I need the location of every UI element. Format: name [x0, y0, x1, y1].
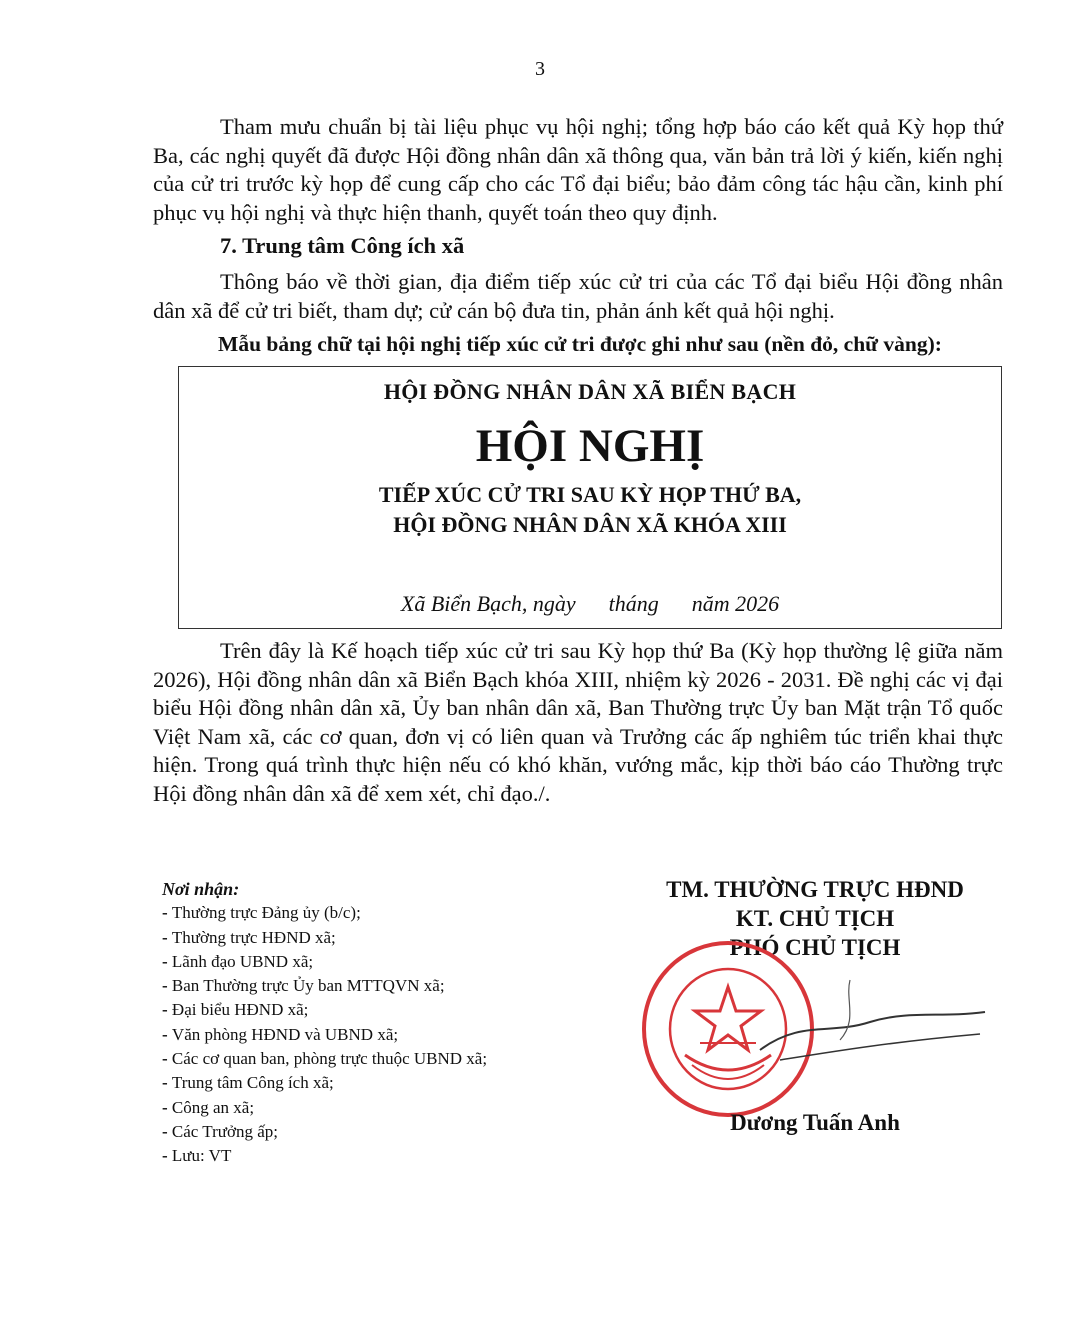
banner-box — [178, 366, 1002, 629]
paragraph-text: Tham mưu chuẩn bị tài liệu phục vụ hội nghị; tổng hợp báo cáo kết quả Kỳ họp thứ Ba, các nghị quyết đã được Hội đồng nhân dân xã thông qua, văn bản trả lời ý kiến, kiến nghị của cử tri trước kỳ họp để cung cấp cho các Tổ đại biểu; bảo đảm công tác hậu cần, kinh phí phục vụ hội nghị và thực hiện thanh, quyết toán theo quy định. — [153, 114, 1003, 225]
recipient-item: - Các cơ quan ban, phòng trực thuộc UBND xã; — [162, 1047, 487, 1071]
banner-date-line: Xã Biển Bạch, ngày tháng năm 2026 — [400, 591, 780, 616]
section-heading-7: 7. Trung tâm Công ích xã — [220, 233, 465, 258]
signature-on-behalf: KT. CHỦ TỊCH — [735, 906, 895, 931]
recipient-item: - Trung tâm Công ích xã; — [162, 1071, 487, 1095]
page-number: 3 — [535, 58, 545, 80]
paragraph-conclusion — [153, 637, 1003, 809]
recipient-item: - Thường trực HĐND xã; — [162, 926, 487, 950]
paragraph-text: Thông báo về thời gian, địa điểm tiếp xúc cử tri của các Tổ đại biểu Hội đồng nhân dân xã để cử tri biết, tham dự; cử cán bộ đưa tin, phản ánh kết quả hội nghị. — [153, 269, 1003, 323]
recipient-item: - Công an xã; — [162, 1096, 487, 1120]
signature-position: PHÓ CHỦ TỊCH — [729, 935, 901, 960]
signer-name: Dương Tuấn Anh — [730, 1110, 900, 1135]
paragraph-text: Trên đây là Kế hoạch tiếp xúc cử tri sau Kỳ họp thứ Ba (Kỳ họp thường lệ giữa năm 2026), Hội đồng nhân dân xã Biển Bạch khóa XIII, nhiệm kỳ 2026 - 2031. Đề nghị các vị đại biểu Hội đồng nhân dân xã, Ủy ban nhân dân xã, Ban Thường trực Ủy ban Mặt trận Tổ quốc Việt Nam xã, các cơ quan, đơn vị có liên quan và Trưởng các ấp nghiêm túc triển khai thực hiện. Trong quá trình thực hiện nếu có khó khăn, vướng mắc, kịp thời báo cáo Thường trực Hội đồng nhân dân xã để xem xét, chỉ đạo./. — [153, 638, 1003, 806]
recipient-item: - Lãnh đạo UBND xã; — [162, 950, 487, 974]
recipients-list — [162, 901, 487, 1168]
banner-council-name: HỘI ĐỒNG NHÂN DÂN XÃ BIỂN BẠCH — [383, 379, 797, 404]
paragraph-public-service — [153, 268, 1003, 325]
recipient-item: - Ban Thường trực Ủy ban MTTQVN xã; — [162, 974, 487, 998]
recipient-item: - Các Trưởng ấp; — [162, 1120, 487, 1144]
recipients-block — [162, 877, 487, 1169]
banner-title: HỘI NGHỊ — [475, 420, 705, 472]
handwritten-signature-icon — [740, 960, 990, 1080]
recipient-item: - Thường trực Đảng ủy (b/c); — [162, 901, 487, 925]
banner-caption: Mẫu bảng chữ tại hội nghị tiếp xúc cử tri được ghi như sau (nền đỏ, chữ vàng): — [218, 332, 942, 356]
recipient-item: - Đại biểu HĐND xã; — [162, 998, 487, 1022]
recipients-title: Nơi nhận: — [162, 879, 240, 899]
recipient-item: - Văn phòng HĐND và UBND xã; — [162, 1023, 487, 1047]
recipient-item: - Lưu: VT — [162, 1144, 487, 1168]
paragraph-staff-duties — [153, 113, 1003, 227]
banner-subtitle-2: HỘI ĐỒNG NHÂN DÂN XÃ KHÓA XIII — [393, 512, 787, 537]
banner-subtitle-1: TIẾP XÚC CỬ TRI SAU KỲ HỌP THỨ BA, — [378, 482, 802, 507]
signature-authority: TM. THƯỜNG TRỰC HĐND — [666, 877, 964, 902]
